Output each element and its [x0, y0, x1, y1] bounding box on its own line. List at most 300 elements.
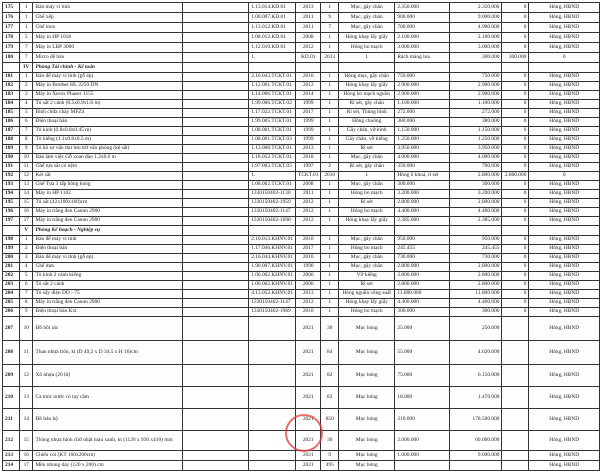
table-cell: 1	[20, 73, 33, 82]
table-cell: 1.000.000	[395, 451, 450, 461]
table-cell: Hỏng, HBND	[529, 317, 600, 341]
table-cell: 2013	[296, 290, 321, 299]
table-cell: Ghế Tựa 3 tấp hồng kong	[33, 181, 182, 190]
table-cell: 0	[502, 208, 529, 217]
table-cell: 192	[3, 172, 20, 181]
table-cell: 1	[321, 127, 339, 136]
table-cell: Rỉ sét, gãy chân	[339, 163, 395, 172]
table-cell: 0	[502, 118, 529, 127]
table-cell: 1	[321, 199, 339, 208]
table-cell: 950.000	[450, 236, 502, 245]
table-cell: 1	[321, 43, 339, 53]
table-cell: 1	[321, 82, 339, 91]
table-cell: 14	[20, 190, 33, 199]
table-cell: 4.000.000	[450, 154, 502, 163]
table-cell: 188	[3, 136, 20, 145]
table-cell: Bàn làm việc Gỗ xoan đào 1.2x0.6 m	[33, 154, 182, 163]
table-cell: 1.250.000	[395, 136, 450, 145]
table-cell: 950.000	[395, 236, 450, 245]
spacer-cell	[182, 341, 248, 365]
table-cell: Hỏng, HBND	[529, 281, 600, 290]
table-cell: 9	[20, 145, 33, 154]
table-cell: Mục hỏng	[339, 451, 395, 461]
table-cell: Máy in Xerox Phaser 3155	[33, 91, 182, 100]
table-cell: 214	[3, 461, 20, 471]
table-cell: 0	[502, 236, 529, 245]
table-cell: 3.200.000	[450, 190, 502, 199]
table-cell: 1.99.006.TCKT.02	[249, 100, 296, 109]
table-cell: Mục, gãy chân	[339, 254, 395, 263]
table-cell: 1.97.003.TCKT.03	[249, 163, 296, 172]
table-cell: Hỏng, HBND	[529, 365, 600, 387]
table-cell: 206	[3, 308, 20, 317]
spacer-cell	[182, 272, 248, 281]
table-cell: Hỏng, HBND	[529, 33, 600, 43]
table-cell: 0	[502, 199, 529, 208]
table-cell: 2008	[296, 33, 321, 43]
table-cell: Hỏng, HBND	[529, 118, 600, 127]
table-cell: 3	[20, 254, 33, 263]
table-row	[3, 365, 600, 387]
table-cell: 11.800.000	[395, 290, 450, 299]
table-cell: Hỏng khay lấy giấy	[339, 217, 395, 226]
table-cell: Mục hỏng	[339, 461, 395, 471]
table-cell: 0	[502, 163, 529, 172]
table-cell: 181	[3, 73, 20, 82]
table-row	[3, 263, 600, 272]
table-cell: 2.800.000	[502, 172, 529, 181]
spacer-cell	[182, 190, 248, 199]
table-cell: 9.000.000	[450, 451, 502, 461]
table-cell: 1330150402-1098	[249, 217, 296, 226]
table-cell: 0	[502, 73, 529, 82]
table-cell: 2013	[296, 3, 321, 13]
table-cell: Mục, gãy chân	[339, 3, 395, 13]
spacer-cell	[182, 53, 248, 63]
table-cell	[502, 461, 529, 471]
table-cell: 900.000	[395, 13, 450, 23]
table-cell: Hỏng bo mạch	[339, 43, 395, 53]
table-cell: 2	[20, 245, 33, 254]
table-cell: Hỏng, HBND	[529, 136, 600, 145]
table-cell: 4.13.052.KHNV.01	[249, 290, 296, 299]
table-cell: Hỏng, HBND	[529, 91, 600, 100]
table-cell: 208	[3, 341, 20, 365]
table-cell: 1	[321, 290, 339, 299]
table-cell: 2.800.000	[450, 272, 502, 281]
table-cell: Thùng nhựa hình chữ nhật màu xanh, kt (1120 x 930 x410) mm	[33, 431, 182, 451]
spacer-cell	[182, 100, 248, 109]
spacer-cell	[182, 63, 248, 73]
table-row	[3, 299, 600, 308]
table-cell: 2010	[296, 236, 321, 245]
table-cell: 16	[20, 208, 33, 217]
table-cell: 0	[502, 154, 529, 163]
table-cell: 1990	[296, 263, 321, 272]
table-cell: Mục hỏng	[339, 387, 395, 409]
table-cell: 850	[321, 409, 339, 431]
table-cell: 55.000	[395, 341, 450, 365]
table-cell: 8	[20, 299, 33, 308]
table-cell: 1.476.000	[450, 387, 502, 409]
table-cell: 1.13.008.TCKT.01	[249, 145, 296, 154]
spacer-cell	[182, 13, 248, 23]
table-cell: Két sắt	[33, 172, 182, 181]
table-cell: 272.000	[395, 109, 450, 118]
table-cell: 2010	[296, 308, 321, 317]
table-cell: Hỏng, HBND	[529, 387, 600, 409]
table-cell	[339, 226, 395, 236]
table-cell: 2011	[296, 13, 321, 23]
spacer-cell	[182, 181, 248, 190]
table-cell: 1.08.012.KD.01	[249, 33, 296, 43]
table-cell: 2017	[296, 109, 321, 118]
table-row	[3, 163, 600, 172]
table-cell	[395, 226, 450, 236]
table-cell: Máy in trắng đen Canon 2900	[33, 217, 182, 226]
spacer-cell	[182, 73, 248, 82]
table-cell: Mục hỏng	[339, 341, 395, 365]
table-cell: Hỏng bo mạch	[339, 245, 395, 254]
table-cell	[529, 226, 600, 236]
table-cell: 30	[321, 317, 339, 341]
table-cell: 2	[321, 163, 339, 172]
table-cell: 3.950.000	[395, 145, 450, 154]
table-cell: 300.000	[502, 53, 529, 63]
table-cell: KD.01	[296, 53, 321, 63]
table-cell: 2012	[296, 82, 321, 91]
table-cell: Mục hỏng	[339, 409, 395, 431]
table-cell: Tủ kiếng (1.1x0.8x0.5 m)	[33, 136, 182, 145]
table-cell: 25.000	[395, 317, 450, 341]
table-cell: 1.06.002.KHNV.01	[249, 281, 296, 290]
table-cell: Hỏng bo mạch	[339, 308, 395, 317]
table-row	[3, 3, 600, 13]
table-cell: 1.150.000	[450, 127, 502, 136]
table-cell: 2017	[296, 245, 321, 254]
table-cell	[249, 387, 296, 409]
table-cell: 0	[502, 181, 529, 190]
table-cell: 730.000	[450, 254, 502, 263]
table-cell: 245.455	[450, 245, 502, 254]
table-cell: 1997	[296, 163, 321, 172]
table-cell	[502, 409, 529, 431]
table-cell: Tủ kính 2 cánh kiếng	[33, 272, 182, 281]
table-cell: Đồ hồi rác	[33, 317, 182, 341]
spacer-cell	[182, 290, 248, 299]
table-cell: 9	[321, 451, 339, 461]
table-cell	[450, 63, 502, 73]
spacer-cell	[182, 23, 248, 33]
table-cell: 9	[321, 13, 339, 23]
spacer-cell	[182, 217, 248, 226]
table-cell: 2.900.000	[395, 91, 450, 100]
table-row	[3, 53, 600, 63]
table-cell: 212	[3, 431, 20, 451]
table-cell: 10	[20, 317, 33, 341]
table-cell: Bàn để máy vi tính (gỗ ép)	[33, 254, 182, 263]
table-cell: 177	[3, 23, 20, 33]
table-cell: Mục, gãy chân	[339, 181, 395, 190]
table-row	[3, 13, 600, 23]
table-cell: 2012	[296, 217, 321, 226]
table-cell: 2021	[296, 317, 321, 341]
table-cell: Ghế xếp	[33, 13, 182, 23]
table-cell: 495	[321, 461, 339, 471]
table-body	[3, 3, 600, 471]
table-cell: 1	[321, 73, 339, 82]
table-cell: 2010	[321, 172, 339, 181]
table-cell: 2.10.013.KHNV.01	[249, 236, 296, 245]
table-cell: 0	[529, 172, 600, 181]
table-cell: Hỏng bo mạch nguồn	[339, 91, 395, 100]
table-cell: 183	[3, 91, 20, 100]
spacer-cell	[182, 154, 248, 163]
table-cell: 1999	[296, 100, 321, 109]
table-cell: 1	[321, 217, 339, 226]
table-cell: Hỏng, HBND	[529, 145, 600, 154]
table-cell: 2	[20, 82, 33, 91]
table-cell	[395, 63, 450, 73]
table-cell: Bình chữa cháy MFZ4	[33, 109, 182, 118]
table-cell: 1	[321, 136, 339, 145]
table-cell: 2.800.000	[450, 281, 502, 290]
table-cell: Máy in Brother HL 2250 DN	[33, 82, 182, 91]
table-cell: Ghế tựa sắt có nệm	[33, 163, 182, 172]
table-cell: 0	[529, 53, 600, 63]
table-cell: 0	[502, 82, 529, 91]
table-cell: 1	[20, 13, 33, 23]
spacer-cell	[182, 172, 248, 181]
table-cell: 1	[321, 100, 339, 109]
table-cell: 0	[502, 100, 529, 109]
table-cell: Máy in HP 1018	[33, 33, 182, 43]
table-cell	[529, 63, 600, 73]
table-cell: 380.000	[395, 118, 450, 127]
table-cell: 300.000	[395, 308, 450, 317]
table-cell: 194	[3, 190, 20, 199]
table-cell: 205	[3, 299, 20, 308]
table-cell: Hỏng, HBND	[529, 13, 600, 23]
table-cell: Hỏng khay lấy giấy	[339, 82, 395, 91]
table-cell: 380.000	[450, 118, 502, 127]
table-cell: Hỏng bo mạch	[339, 190, 395, 199]
table-cell: 0	[502, 136, 529, 145]
table-cell: 4.400.000	[395, 208, 450, 217]
table-cell: Xô nhựa (20 lít)	[33, 365, 182, 387]
spacer-cell	[182, 245, 248, 254]
table-cell: Tủ sắt 2 cánh	[33, 281, 182, 290]
table-cell: 5	[20, 33, 33, 43]
table-cell: 1	[321, 245, 339, 254]
table-cell: Đồ bảo hộ	[33, 409, 182, 431]
table-cell	[502, 226, 529, 236]
table-cell	[502, 341, 529, 365]
table-cell: 10	[20, 154, 33, 163]
table-cell: 1	[321, 91, 339, 100]
table-cell: 12	[20, 365, 33, 387]
table-cell: Phòng Tài chính - Kế toán	[33, 63, 182, 73]
table-cell	[502, 317, 529, 341]
table-cell: 213	[3, 451, 20, 461]
table-cell: 200	[3, 254, 20, 263]
table-cell: Máy in trắng đen Canon 2900	[33, 208, 182, 217]
table-cell: 750.000	[450, 73, 502, 82]
table-cell: 9.000.000	[450, 13, 502, 23]
table-cell: Rách màng loa	[395, 53, 450, 63]
table-cell: Micro để bàn	[33, 53, 182, 63]
table-cell: 3	[20, 91, 33, 100]
table-row	[3, 461, 600, 471]
table-cell: Hỏng, HBND	[529, 100, 600, 109]
table-cell: 13	[20, 387, 33, 409]
table-cell: 189	[3, 145, 20, 154]
table-cell: Hỏng, HBND	[529, 208, 600, 217]
table-cell: 3.950.000	[450, 145, 502, 154]
table-cell: Tủ kính (0.8x0.8x0.45 m)	[33, 127, 182, 136]
table-cell	[502, 387, 529, 409]
table-cell: 1.	[249, 172, 296, 181]
table-cell: Máy in LBP 3000	[33, 43, 182, 53]
table-cell: 211	[3, 409, 20, 431]
table-cell: 700.000	[450, 163, 502, 172]
table-cell: Hỏng, HBND	[529, 290, 600, 299]
table-cell: Hỏng ổ khoá, rỉ sét	[395, 172, 450, 181]
table-cell: 2.900.000	[450, 82, 502, 91]
table-cell: 0	[502, 254, 529, 263]
table-cell: 84	[321, 341, 339, 365]
table-cell	[502, 451, 529, 461]
table-cell: 82	[321, 387, 339, 409]
table-cell: 3.200.000	[395, 190, 450, 199]
table-row	[3, 254, 600, 263]
table-cell: 1	[321, 281, 339, 290]
table-cell: 1999	[296, 127, 321, 136]
table-cell: 1	[321, 181, 339, 190]
spacer-cell	[182, 82, 248, 91]
table-cell: Mục, gãy chân	[339, 23, 395, 33]
table-cell: Hỏng, HBND	[529, 190, 600, 199]
table-row	[3, 387, 600, 409]
table-cell: 272.000	[450, 109, 502, 118]
table-cell	[502, 365, 529, 387]
section-header-row	[3, 226, 600, 236]
table-cell: Hỏng, HBND	[529, 272, 600, 281]
table-cell: 2.385.000	[450, 217, 502, 226]
table-cell: 201	[3, 263, 20, 272]
table-cell: 2.900.000	[395, 82, 450, 91]
table-cell	[249, 451, 296, 461]
table-cell: 2.100.000	[395, 33, 450, 43]
table-cell: 1	[321, 154, 339, 163]
table-cell: 2.000.000	[395, 431, 450, 451]
asset-disposal-table	[2, 2, 600, 471]
table-row	[3, 190, 600, 199]
table-row	[3, 208, 600, 217]
table-cell: Tủ sấy điện DO - 75	[33, 290, 182, 299]
table-cell: Mục, gãy chân	[339, 236, 395, 245]
table-cell: 203	[3, 281, 20, 290]
table-row	[3, 181, 600, 190]
table-cell: 202	[3, 272, 20, 281]
table-cell: 730.000	[395, 254, 450, 263]
table-cell: 4	[20, 100, 33, 109]
table-cell: Hỏng, HBND	[529, 341, 600, 365]
spacer-cell	[182, 299, 248, 308]
table-cell: 5	[20, 272, 33, 281]
table-cell: 199	[3, 245, 20, 254]
table-cell: 184	[3, 100, 20, 109]
table-cell: 2013	[296, 145, 321, 154]
table-cell: 1.08.062.TCKT.01	[249, 181, 296, 190]
table-cell: 1	[339, 53, 395, 63]
spacer-cell	[182, 365, 248, 387]
table-cell: Hỏng, HBND	[529, 23, 600, 33]
table-cell: Hỏng, HBND	[529, 263, 600, 272]
table-cell: 11	[20, 163, 33, 172]
table-cell: 16	[20, 451, 33, 461]
table-cell: 0	[502, 33, 529, 43]
table-row	[3, 127, 600, 136]
table-cell: 14	[20, 409, 33, 431]
table-cell: 185	[3, 109, 20, 118]
table-cell: 1.13.012.KD.01	[249, 23, 296, 33]
table-cell: 179	[3, 43, 20, 53]
table-cell: 182	[3, 82, 20, 91]
table-cell: 195	[3, 199, 20, 208]
spacer-cell	[182, 33, 248, 43]
table-cell: 1	[321, 145, 339, 154]
table-cell: 1.17.022.TCKT.01	[249, 109, 296, 118]
table-cell: 15	[20, 199, 33, 208]
table-cell: 210.000	[395, 409, 450, 431]
table-cell: 2012	[296, 199, 321, 208]
table-cell: 250.000	[450, 317, 502, 341]
table-cell: 1	[321, 33, 339, 43]
table-cell: 0	[502, 43, 529, 53]
table-cell: 750.000	[395, 73, 450, 82]
table-cell: Mục, gãy chân	[339, 154, 395, 163]
table-cell: 4.400.000	[395, 299, 450, 308]
table-row	[3, 91, 600, 100]
table-cell: 0	[502, 217, 529, 226]
table-cell: 0	[502, 290, 529, 299]
table-cell: 2012	[296, 43, 321, 53]
table-cell: 0	[502, 145, 529, 154]
table-cell: Thau nhựa tròn, kt (D 49,2 x D 34,5 x H 16)cm	[33, 341, 182, 365]
table-cell: Mục, gãy chân	[339, 13, 395, 23]
spacer-cell	[182, 281, 248, 290]
table-cell: 1	[321, 109, 339, 118]
table-cell	[3, 226, 20, 236]
table-cell: Vỡ kiếng	[339, 272, 395, 281]
table-cell: 2.800.000	[395, 199, 450, 208]
table-cell: 193	[3, 181, 20, 190]
table-cell: 8	[20, 136, 33, 145]
table-cell: 1.18.052.TCKT.01	[249, 154, 296, 163]
table-row	[3, 245, 600, 254]
table-cell: 1.99.005.TCKT.01	[249, 118, 296, 127]
table-cell: Mền nhung dày (120 x 200) cm	[33, 461, 182, 471]
table-row	[3, 236, 600, 245]
table-cell: 12	[20, 172, 33, 181]
table-cell: Bàn để máy vi tính (gỗ ép)	[33, 73, 182, 82]
table-cell: 1.08.001.TCKT.03	[249, 136, 296, 145]
table-cell: Rỉ sét	[339, 145, 395, 154]
table-cell: 1.12.010.KD.01	[249, 43, 296, 53]
spacer-cell	[182, 236, 248, 245]
spacer-cell	[182, 118, 248, 127]
